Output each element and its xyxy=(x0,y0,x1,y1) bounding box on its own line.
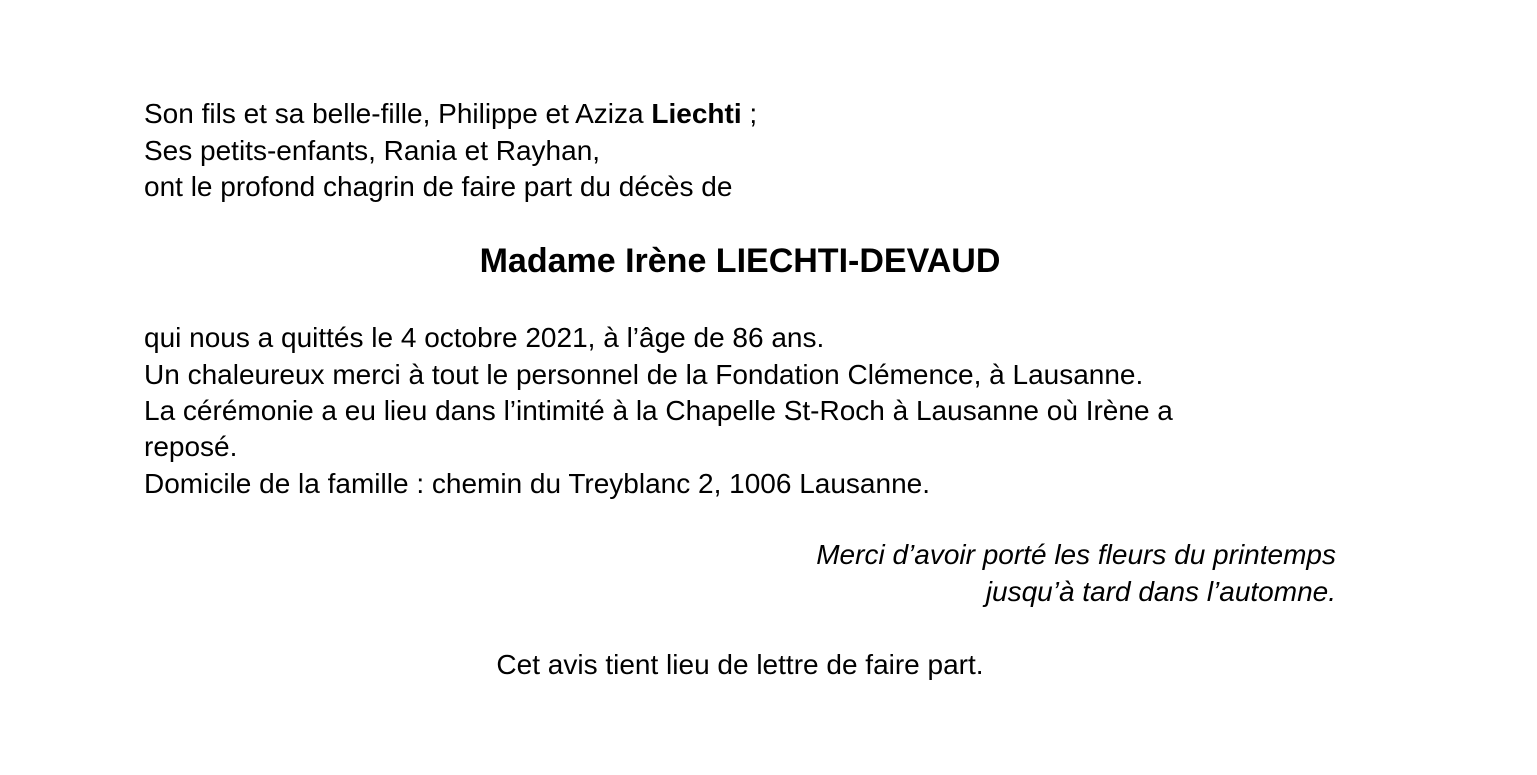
intro-line-family xyxy=(144,96,757,132)
body-line-date-age: qui nous a quittés le 4 octobre 2021, à l’âge de 86 ans. xyxy=(144,322,825,353)
body-line-ceremony: La cérémonie a eu lieu dans l’intimité à la Chapelle St-Roch à Lausanne où Irène a xyxy=(144,395,1173,426)
deceased-name: Madame Irène LIECHTI-DEVAUD xyxy=(479,242,1001,280)
closing-note: Cet avis tient lieu de lettre de faire part. xyxy=(496,649,984,680)
intro-line-family-suffix: ; xyxy=(741,98,758,129)
intro-line-announcement: ont le profond chagrin de faire part du décès de xyxy=(144,171,733,202)
family-surname: Liechti xyxy=(651,98,742,129)
quote-line-1: Merci d’avoir porté les fleurs du printemps xyxy=(816,539,1336,570)
intro-line-family-prefix: Son fils et sa belle-fille, Philippe et Aziza xyxy=(144,98,652,129)
body-line-address: Domicile de la famille : chemin du Treyblanc 2, 1006 Lausanne. xyxy=(144,468,930,499)
body-line-thanks: Un chaleureux merci à tout le personnel de la Fondation Clémence, à Lausanne. xyxy=(144,359,1144,390)
body-line-ceremony-cont: reposé. xyxy=(144,431,238,462)
intro-line-grandchildren: Ses petits-enfants, Rania et Rayhan, xyxy=(144,135,601,166)
quote-line-2: jusqu’à tard dans l’automne. xyxy=(985,576,1336,607)
